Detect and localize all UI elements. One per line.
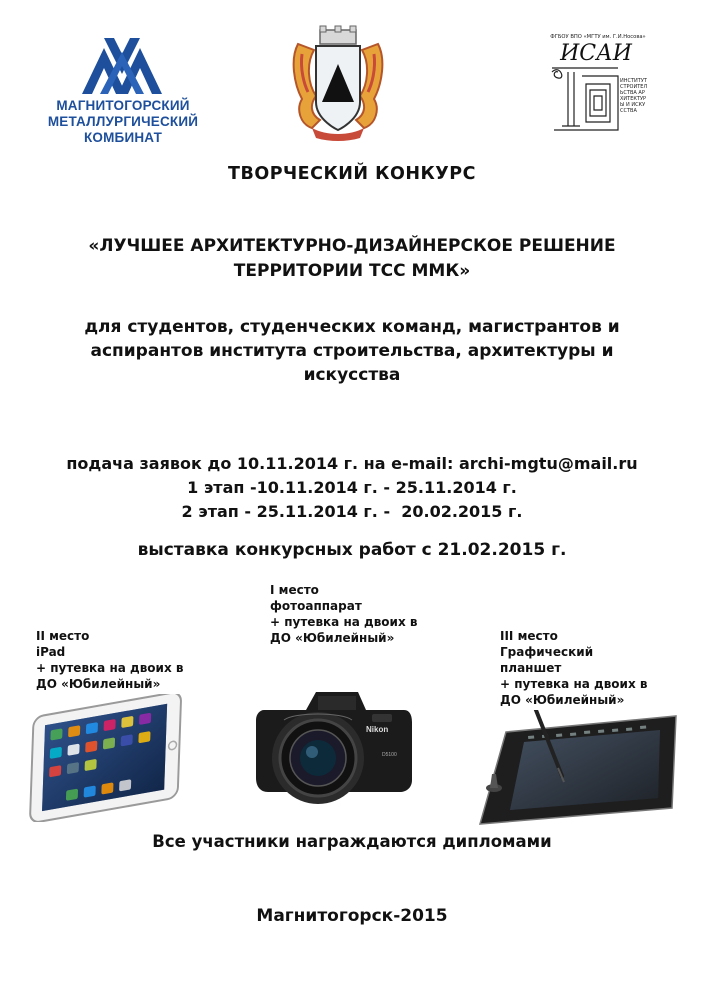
prize-third-item-line2: планшет: [500, 661, 562, 675]
prize-second: [36, 628, 216, 692]
audience-line2: аспирантов института строительства, архитектуры и: [90, 341, 614, 361]
exhibition-date: выставка конкурсных работ с 21.02.2015 г.: [137, 540, 567, 560]
mmk-logo: [38, 38, 208, 158]
prize-third-place: III место: [500, 629, 558, 643]
prize-first-trip: + путевка на двоих в: [270, 615, 418, 629]
footer-city-year: Магнитогорск-2015: [256, 906, 448, 926]
prize-third-item-line1: Графический: [500, 645, 594, 659]
contest-name: [0, 234, 704, 284]
prize-second-trip-place: ДО «Юбилейный»: [36, 677, 161, 691]
contest-name-line1: «ЛУЧШЕЕ АРХИТЕКТУРНО-ДИЗАЙНЕРСКОЕ РЕШЕНИЕ: [88, 236, 616, 256]
isai-top-text: ФГБОУ ВПО «МГТУ им. Г.И.Носова»: [550, 34, 646, 40]
camera-image: [254, 660, 414, 810]
deadline-applications: подача заявок до 10.11.2014 г. на e-mail: archi-mgtu@mail.ru: [66, 454, 638, 473]
deadlines: [0, 452, 704, 524]
prize-second-item: iPad: [36, 645, 66, 659]
mmk-logo-icon: [82, 38, 162, 94]
isai-logo: [548, 30, 648, 140]
prize-third: [500, 628, 690, 708]
prize-first-place: I место: [270, 583, 319, 597]
contest-name-line2: ТЕРРИТОРИИ ТСС ММК»: [233, 261, 471, 281]
isai-column-icon: [552, 68, 618, 130]
isai-side-text: ИНСТИТУТ СТРОИТЕЛЬСТВА АРХИТЕКТУРЫ И ИСКУССТВА: [620, 78, 648, 114]
audience-line1: для студентов, студенческих команд, магистрантов и: [84, 317, 620, 337]
deadline-stage-1: 1 этап -10.11.2014 г. - 25.11.2014 г.: [187, 478, 517, 497]
svg-text:Nikon: Nikon: [366, 725, 389, 734]
prize-first-trip-place: ДО «Юбилейный»: [270, 631, 395, 645]
graphic-tablet-image: [476, 710, 684, 830]
ipad-image: [18, 694, 208, 822]
prize-third-trip: + путевка на двоих в: [500, 677, 648, 691]
prize-first-item: фотоаппарат: [270, 599, 362, 613]
svg-text:D5100: D5100: [382, 752, 397, 758]
mmk-line1: МАГНИТОГОРСКИЙ: [56, 98, 190, 113]
mmk-line3: КОМБИНАТ: [83, 130, 163, 145]
prize-first: [270, 582, 450, 646]
mmk-logo-text: [38, 98, 208, 146]
audience-text: [0, 315, 704, 387]
diplomas-note: Все участники награждаются дипломами: [152, 832, 552, 851]
isai-side-text-box: [620, 78, 648, 138]
contest-title: ТВОРЧЕСКИЙ КОНКУРС: [228, 164, 476, 184]
audience-line3: искусства: [303, 365, 401, 385]
prize-second-trip: + путевка на двоих в: [36, 661, 184, 675]
deadline-stage-2: 2 этап - 25.11.2014 г. - 20.02.2015 г.: [181, 502, 523, 521]
mmk-line2: МЕТАЛЛУРГИЧЕСКИЙ: [47, 114, 199, 129]
city-coat-of-arms-icon: [290, 24, 386, 142]
isai-title: ИСАИ: [560, 41, 632, 66]
prize-second-place: II место: [36, 629, 90, 643]
prize-third-trip-place: ДО «Юбилейный»: [500, 693, 625, 707]
